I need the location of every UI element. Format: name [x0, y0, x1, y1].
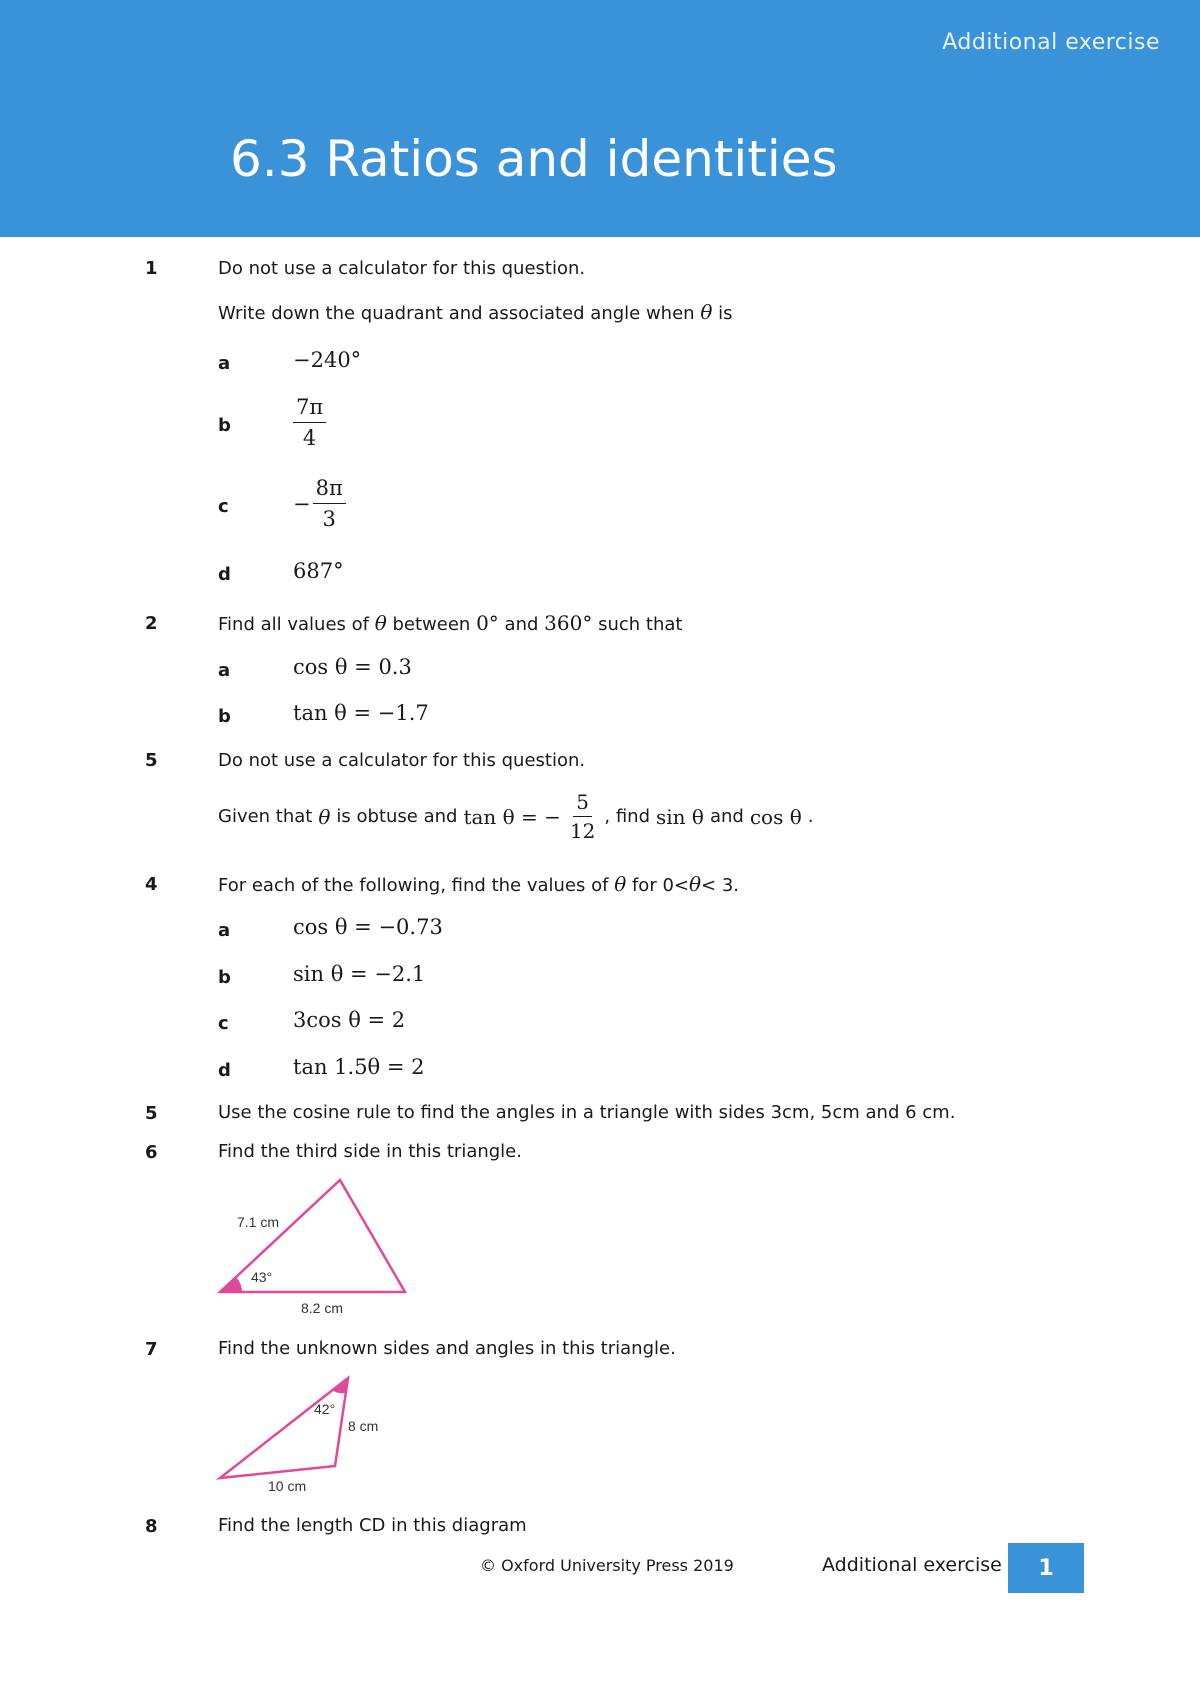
math-expression: cos θ = −0.73 — [293, 915, 443, 939]
part-label: b — [218, 967, 231, 988]
triangle-diagram-q7 — [215, 1370, 385, 1500]
side-label: 8 cm — [348, 1418, 379, 1434]
question-number: 8 — [145, 1516, 158, 1537]
triangle-diagram-q6 — [215, 1172, 415, 1322]
part-label: a — [218, 920, 231, 941]
question-text: Do not use a calculator for this question. — [218, 258, 586, 279]
part-label: a — [218, 660, 231, 681]
math-fraction: $\frac{7\pi}{4}$ — [293, 392, 326, 453]
part-label: d — [218, 1060, 231, 1081]
question-number: 5 — [145, 1103, 158, 1124]
question-number: 1 — [145, 258, 158, 279]
part-label: c — [218, 1013, 229, 1034]
question-number: 7 — [145, 1339, 158, 1360]
side-label: 8.2 cm — [301, 1300, 344, 1316]
question-number: 2 — [145, 613, 158, 634]
angle-label: 43° — [251, 1269, 273, 1285]
page-title: 6.3 Ratios and identities — [230, 130, 838, 188]
question-number: 4 — [145, 874, 158, 895]
math-expression: tan 1.5θ = 2 — [293, 1055, 425, 1079]
part-label: d — [218, 564, 231, 585]
math-expression: 3cos θ = 2 — [293, 1008, 406, 1032]
copyright-notice: © Oxford University Press 2019 — [480, 1556, 734, 1575]
header-tag: Additional exercise — [942, 30, 1160, 55]
question-text: Use the cosine rule to find the angles in a triangle with sides 3cm, 5cm and 6 cm. — [218, 1102, 956, 1123]
page-number: 1 — [1008, 1543, 1084, 1593]
math-expression: cos θ = 0.3 — [293, 655, 412, 679]
angle-marker — [332, 1378, 348, 1393]
question-text: Given that θ is obtuse and tan θ = − $\frac{5}{12}$ , find sin θ and cos θ . — [218, 790, 814, 843]
part-label: b — [218, 706, 231, 727]
question-text: Find the length CD in this diagram — [218, 1515, 527, 1536]
angle-label: 42° — [314, 1401, 336, 1417]
part-label: b — [218, 415, 231, 436]
question-text: Find the third side in this triangle. — [218, 1141, 522, 1162]
question-text: Write down the quadrant and associated angle when θ is — [218, 300, 733, 324]
footer-label: Additional exercise — [822, 1554, 1002, 1576]
question-text: Do not use a calculator for this question. — [218, 750, 586, 771]
header-banner — [0, 0, 1200, 237]
angle-marker — [220, 1277, 242, 1292]
question-text: For each of the following, find the values of θ for 0<θ< 3. — [218, 872, 740, 896]
part-label: c — [218, 496, 229, 517]
question-number: 6 — [145, 1142, 158, 1163]
triangle-outline — [220, 1180, 405, 1292]
math-fraction: − $\frac{8\pi}{3}$ — [293, 473, 346, 534]
question-number: 5 — [145, 750, 158, 771]
question-text: Find all values of θ between 0° and 360° such that — [218, 611, 683, 635]
side-label: 10 cm — [268, 1478, 307, 1494]
side-label: 7.1 cm — [237, 1214, 280, 1230]
math-expression: −240° — [293, 348, 362, 372]
math-expression: sin θ = −2.1 — [293, 962, 426, 986]
question-text: Find the unknown sides and angles in this triangle. — [218, 1338, 676, 1359]
math-expression: 687° — [293, 559, 344, 583]
triangle-outline — [220, 1378, 348, 1478]
part-label: a — [218, 353, 231, 374]
math-expression: tan θ = −1.7 — [293, 701, 429, 725]
